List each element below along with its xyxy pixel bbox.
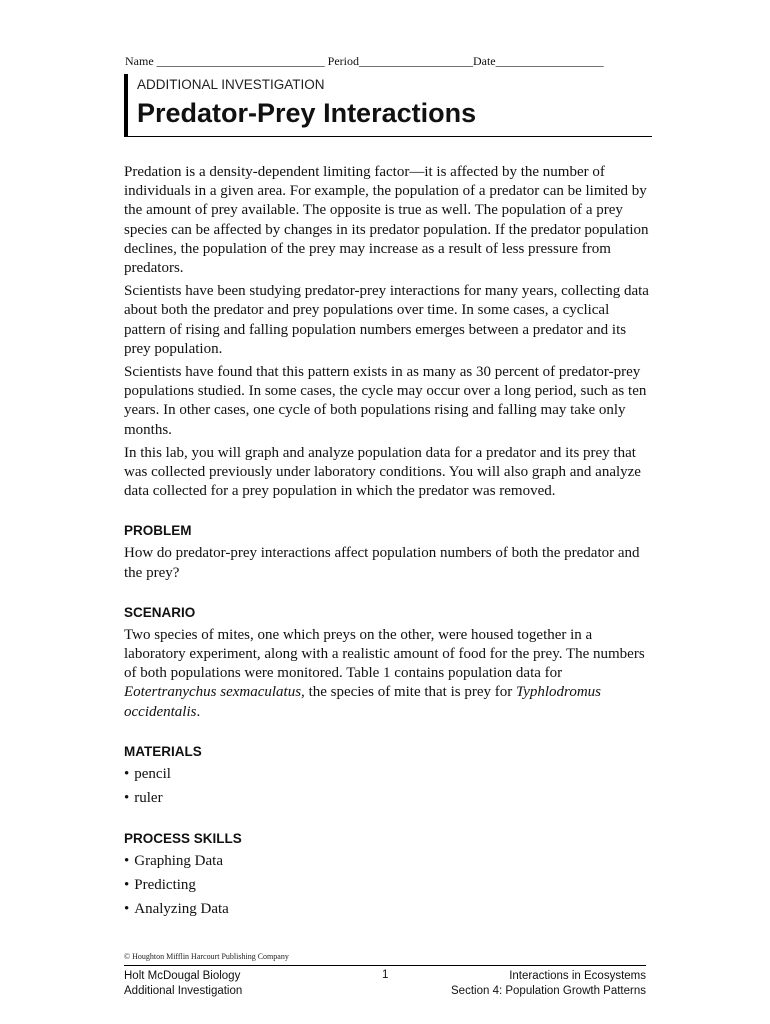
list-item: • Predicting: [124, 876, 196, 893]
page-footer: [124, 965, 646, 997]
section-kicker: ADDITIONAL INVESTIGATION: [137, 77, 325, 92]
bullet-icon: •: [124, 900, 130, 917]
bullet-icon: •: [124, 789, 130, 806]
intro-paragraph: Predation is a density-dependent limiting factor—it is affected by the number of individuals in a given area. For example, the population of a predator can be limited by the amount of prey available. The opposite is true as well. The population of a prey species can be affected by changes in its predator population. If the predator population declines, the population of the prey may increase as a result of less pressure from predators.: [124, 164, 649, 277]
page-number: 1: [382, 969, 389, 981]
materials-heading: MATERIALS: [124, 743, 202, 759]
prey-species-name: Eotertranychus sexmaculatus,: [124, 684, 305, 701]
bullet-icon: •: [124, 876, 130, 893]
title-block: [124, 74, 652, 137]
intro-paragraph: Scientists have found that this pattern exists in as many as 30 percent of predator-prey populations studied. In some cases, the cycle may occur over a long period, such as ten years. In other cases, one cycle of both populations rising and falling may take only months.: [124, 364, 647, 438]
process-skills-heading: PROCESS SKILLS: [124, 830, 242, 846]
predator-species-name: Typhlodromus occidentalis: [124, 684, 602, 720]
copyright-notice: © Houghton Mifflin Harcourt Publishing Company: [124, 952, 289, 961]
footer-right: Interactions in Ecosystems Section 4: Population Growth Patterns: [451, 970, 646, 997]
bullet-icon: •: [124, 852, 130, 869]
list-item: • Analyzing Data: [124, 900, 229, 917]
footer-left: Holt McDougal Biology Additional Investigation: [124, 970, 243, 997]
list-item: • Graphing Data: [124, 852, 223, 869]
intro-paragraph: In this lab, you will graph and analyze population data for a predator and its prey that was collected previously under laboratory conditions. You will also graph and analyze data collected for a prey population in which the predator was removed.: [124, 444, 641, 500]
page-title: Predator-Prey Interactions: [137, 98, 477, 128]
scenario-text: Two species of mites, one which preys on the other, were housed together in a laboratory experiment, along with a realistic amount of food for the prey. The numbers of both populations were monitored. Table 1 contains population data for Eotertranychus sexmaculatus, the species of mite that is prey for Typhlodromus occidentalis.: [124, 626, 645, 720]
scenario-heading: SCENARIO: [124, 604, 196, 620]
list-item: • pencil: [124, 765, 171, 782]
problem-heading: PROBLEM: [124, 523, 192, 539]
bullet-icon: •: [124, 765, 130, 782]
intro-paragraph: Scientists have been studying predator-prey interactions for many years, collecting data about both the predator and prey populations over time. In some cases, a cyclical pattern of rising and falling population numbers emerges between a predator and its prey population.: [124, 283, 649, 357]
name-period-date-line: Name ____________________________ Period___________________Date__________________: [125, 54, 604, 68]
worksheet-body: [124, 163, 654, 924]
list-item: • ruler: [124, 789, 163, 806]
problem-text: How do predator-prey interactions affect population numbers of both the predator and the prey?: [124, 545, 640, 581]
